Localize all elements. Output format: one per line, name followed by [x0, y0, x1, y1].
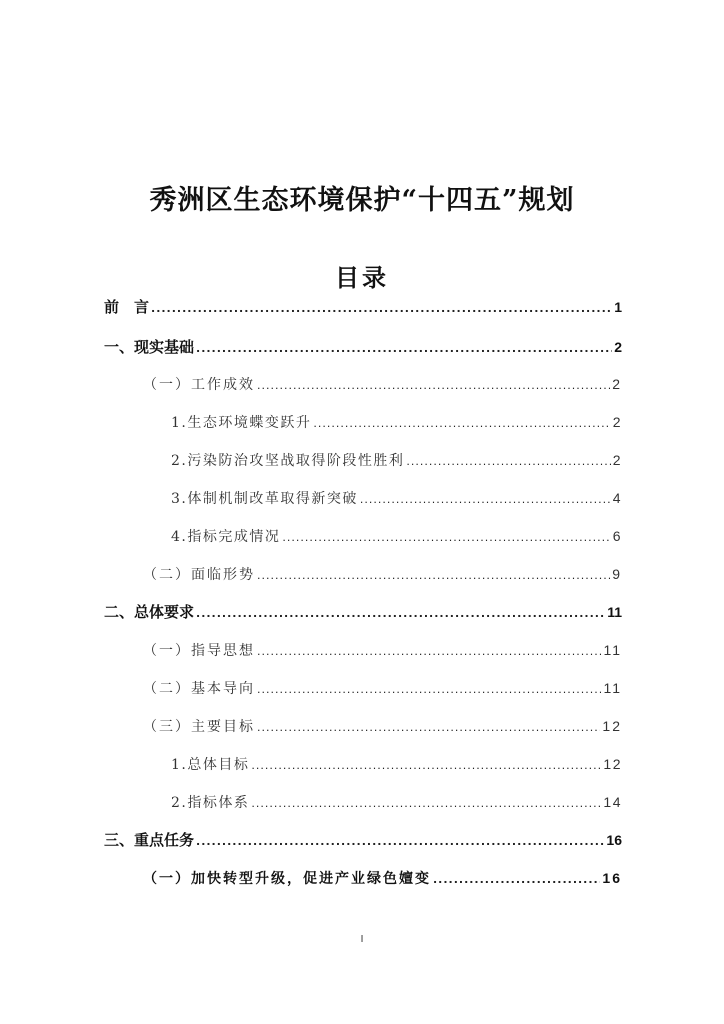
toc-entry-section-2-3[interactable] — [143, 714, 622, 738]
toc-entry-page: 11 — [603, 680, 622, 696]
toc-entry-page: 1 — [614, 299, 622, 315]
toc-entry-section-2-2[interactable] — [143, 676, 622, 700]
toc-leader-dots — [251, 792, 601, 816]
toc-entry-label: （二）基本导向 — [143, 681, 255, 697]
toc-entry-page: 6 — [612, 528, 622, 544]
toc-entry-label: 1.总体目标 — [171, 757, 250, 773]
toc-entry-label: （一）指导思想 — [143, 643, 255, 659]
toc-leader-dots — [151, 297, 612, 321]
toc-entry-label: 一、现实基础 — [104, 338, 195, 356]
toc-entry-label: （二）面临形势 — [143, 567, 255, 583]
toc-leader-dots — [257, 640, 601, 664]
toc-entry-label: 4.指标完成情况 — [171, 529, 281, 545]
toc-leader-dots — [257, 564, 610, 588]
toc-entry-chapter-1[interactable] — [104, 335, 622, 359]
toc-entry-label: 3.体制机制改革取得新突破 — [171, 491, 358, 507]
toc-leader-dots — [433, 868, 600, 892]
toc-entry-label: （一）加快转型升级，促进产业绿色嬗变 — [143, 871, 431, 887]
toc-entry-label: 2.污染防治攻坚战取得阶段性胜利 — [171, 453, 405, 469]
toc-entry-item-2-3-1[interactable] — [171, 752, 622, 776]
document-title: 秀洲区生态环境保护“十四五”规划 — [149, 185, 575, 216]
toc-entry-page: 12 — [603, 756, 622, 772]
toc-entry-label: 2.指标体系 — [171, 795, 250, 811]
toc-leader-dots — [313, 412, 610, 436]
toc-entry-page: 9 — [612, 566, 622, 582]
toc-entry-section-1-2[interactable] — [143, 562, 622, 586]
toc-entry-item-2-3-2[interactable] — [171, 790, 622, 814]
toc-entry-section-2-1[interactable] — [143, 638, 622, 662]
toc-entry-preface[interactable] — [104, 295, 622, 319]
toc-entry-label: 三、重点任务 — [104, 831, 195, 849]
toc-entry-label: （一）工作成效 — [143, 377, 255, 393]
toc-entry-item-1-1-1[interactable] — [171, 410, 622, 434]
toc-entry-page: 11 — [607, 604, 622, 620]
toc-leader-dots — [406, 450, 610, 474]
toc-entry-label: 前 言 — [104, 298, 150, 316]
toc-entry-item-1-1-4[interactable] — [171, 524, 622, 548]
toc-entry-label: 1.生态环境蝶变跃升 — [171, 415, 312, 431]
toc-entry-page: 16 — [606, 832, 622, 848]
toc-entry-page: 2 — [612, 452, 622, 468]
toc-entry-page: 2 — [614, 339, 622, 355]
toc-entry-page: 4 — [612, 490, 622, 506]
toc-leader-dots — [196, 830, 604, 854]
toc-leader-dots — [251, 754, 601, 778]
toc-leader-dots — [257, 374, 610, 398]
toc-entry-label: 二、总体要求 — [104, 603, 195, 621]
page-number: I — [360, 934, 364, 945]
toc-entry-page: 16 — [602, 870, 622, 886]
toc-entry-page: 11 — [603, 642, 622, 658]
toc-entry-item-1-1-2[interactable] — [171, 448, 622, 472]
toc-leader-dots — [257, 678, 601, 702]
toc-entry-item-1-1-3[interactable] — [171, 486, 622, 510]
toc-leader-dots — [196, 337, 612, 361]
toc-entry-section-3-1[interactable] — [143, 866, 622, 890]
toc-leader-dots — [360, 488, 611, 512]
toc-heading: 目录 — [335, 264, 389, 292]
toc-entry-section-1-1[interactable] — [143, 372, 622, 396]
toc-entry-chapter-3[interactable] — [104, 828, 622, 852]
toc-leader-dots — [196, 602, 605, 626]
toc-entry-label: （三）主要目标 — [143, 719, 255, 735]
toc-entry-page: 2 — [612, 414, 622, 430]
toc-entry-page: 12 — [602, 718, 622, 734]
toc-leader-dots — [257, 716, 600, 740]
toc-entry-chapter-2[interactable] — [104, 600, 622, 624]
toc-entry-page: 2 — [612, 376, 622, 392]
toc-leader-dots — [282, 526, 610, 550]
toc-entry-page: 14 — [603, 794, 622, 810]
